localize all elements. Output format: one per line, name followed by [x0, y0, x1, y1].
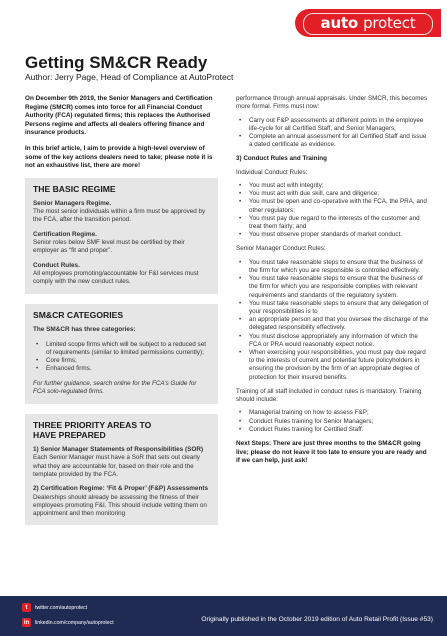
categories-box [25, 304, 218, 404]
twitter-link[interactable]: t twitter.com/autoprotect [22, 603, 87, 612]
priority-box [25, 414, 218, 524]
twitter-icon: t [22, 603, 31, 612]
linkedin-link[interactable]: in linkedin.com/company/autoprotect [23, 619, 114, 626]
training-text: Training of all staff included in conduct rules is mandatory. Training should include: [236, 387, 422, 404]
list-item: • Enhanced firms. [33, 365, 210, 373]
logo-text-protect: protect [363, 14, 416, 32]
list-item: • You must act with integrity; [236, 182, 431, 190]
right-column [236, 95, 431, 471]
linkedin-icon: in [23, 619, 30, 626]
list-item: • Managerial training on how to assess F&P; [236, 409, 431, 417]
senior-rules-heading: Senior Manager Conduct Rules: [236, 245, 326, 253]
categories-note: For further guidance, search online for the FCA’s Guide for FCA solo-regulated firms. [33, 379, 197, 395]
smr-heading: Senior Managers Regime. [33, 199, 112, 207]
basic-regime-heading: THE BASIC REGIME [33, 183, 116, 194]
senior-rules-list [236, 259, 431, 382]
list-item: • an appropriate person and that you oversee the discharge of the delegated responsibility effectively. [236, 316, 431, 332]
next-steps: Next Steps: There are just three months to the SM&CR going live; please do not leave it too late to ensure you are ready and if we can help, just ask! [236, 439, 427, 465]
smr-text: The most senior individuals within a firm must be approved by the FCA, after the transition period. [33, 208, 206, 224]
list-item: • You must act with due skill, care and diligence; [236, 190, 431, 198]
individual-rules-heading: Individual Conduct Rules: [236, 168, 308, 176]
autoprotect-logo [295, 9, 441, 37]
categories-heading: SM&CR CATEGORIES [33, 310, 124, 321]
article-author: Author: Jerry Page, Head of Compliance at AutoProtect [25, 72, 234, 82]
cert-text: Senior roles below SMF level must be certified by their employer as “fit and proper”. [33, 238, 185, 255]
basic-regime-box [25, 178, 218, 295]
list-item: • Core firms; [33, 357, 210, 365]
publication-note: Originally published in the October 2019 edition of Auto Retail Profit (Issue #53) [201, 616, 433, 623]
fp-text: Dealerships should already be assessing the fitness of their employees promoting F&I. This should include vetting them on appointment and then monitoring [33, 493, 207, 518]
priority-heading: THREE PRIORITY AREAS TO HAVE PREPARED [33, 420, 152, 441]
list-item: • Conduct Rules training for Senior Managers; [236, 418, 431, 426]
list-item: • Carry out F&P assessments at different points in the employee life-cycle for all Certified Staff, and Senior Managers; [236, 117, 431, 133]
list-item: • When exercising your responsibilities, you must pay due regard to the interests of current and potential future policyholders in ensuring the provision by the firm of an appropriate degree of protection for their insured benefits. [236, 349, 431, 382]
must-now-list [236, 117, 431, 150]
list-item: • You must observe proper standards of market conduct. [236, 231, 431, 239]
categories-lead: The SM&CR has three categories: [33, 326, 136, 334]
list-item: • Complete an annual assessment for all Certified Staff and issue a dated certificate as evidence. [236, 133, 431, 149]
brand-band [0, 0, 447, 46]
list-item: • Conduct Rules training for Certified Staff. [236, 426, 431, 434]
conduct-text: All employees promoting/accountable for F&I services must comply with the new conduct rules. [33, 269, 199, 286]
individual-rules-list [236, 182, 431, 239]
conduct-training-heading: 3) Conduct Rules and Training [236, 155, 327, 163]
cert-heading: Certification Regime. [33, 230, 97, 238]
list-item: • You must take reasonable steps to ensure that the business of the firm for which you are responsible is controlled effectively. [236, 259, 431, 275]
fp-continued: performance through annual appraisals. Under SMCR, this becomes more formal. Firms must now: [236, 95, 428, 111]
intro-paragraph-1: On December 9th 2019, the Senior Managers and Certification Regime (SMCR) comes into force for all Financial Conduct Authority (FCA) regulated firms; this replaces the Authorised Persons regime and affects all dealers offering finance and insurance products. [25, 95, 213, 137]
left-column [25, 95, 218, 525]
intro-paragraph-2: In this brief article, I aim to provide a high-level overview of some of the key actions dealers need to take; please note it is not an exhaustive list, there are more! [25, 144, 213, 170]
conduct-heading: Conduct Rules. [33, 261, 80, 269]
list-item: • You must pay due regard to the interests of the customer and treat them fairly; and [236, 215, 431, 231]
article-title: Getting SM&CR Ready [25, 53, 208, 72]
sor-heading: 1) Senior Manager Statements of Responsibilities (SOR) [33, 446, 204, 454]
list-item: • You must take reasonable steps to ensure that any delegation of your responsibilities is to [236, 300, 431, 316]
list-item: • You must take reasonable steps to ensure that the business of the firm for which you are responsible complies with relevant requirements and standards of the regulatory system. [236, 275, 431, 300]
sor-text: Each Senior Manager must have a SoR that sets out clearly what they are accountable for, based on their role and the template provided by the FCA. [33, 454, 200, 479]
footer-bar [0, 596, 447, 636]
training-list [236, 409, 431, 434]
list-item: • You must disclose appropriately any information of which the FCA or PRA would reasonably expect notice. [236, 333, 431, 349]
list-item: • Limited scope firms which will be subject to a reduced set of requirements (similar to limited permissions currently); [33, 341, 210, 357]
categories-list [33, 341, 210, 374]
list-item: • You must be open and co-operative with the FCA, the PRA, and other regulators; [236, 198, 431, 214]
fp-heading: 2) Certification Regime: ‘Fit & Proper’ (F&P) Assessments [33, 485, 209, 493]
logo-text-auto: auto [320, 14, 359, 32]
